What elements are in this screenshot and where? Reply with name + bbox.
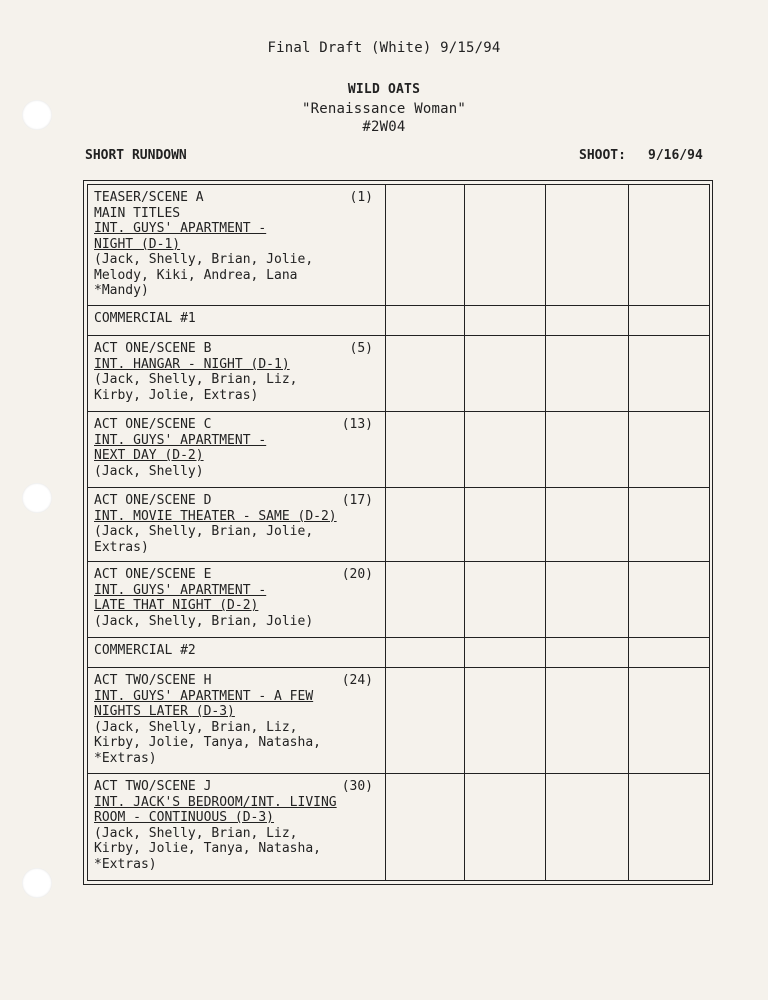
- scene-heading: [94, 493, 379, 509]
- scene-heading: [94, 673, 379, 689]
- shoot-date: 9/16/94: [648, 148, 703, 163]
- scene-row: [88, 185, 710, 306]
- blank-checkbox-cell: [629, 336, 710, 412]
- scene-location: INT. HANGAR - NIGHT (D-1): [94, 356, 290, 372]
- blank-checkbox-cell: [546, 638, 629, 668]
- scene-description-cell: [88, 774, 386, 881]
- scene-cast: (Jack, Shelly, Brian, Jolie, Extras): [94, 524, 314, 555]
- rundown-table: [87, 184, 710, 881]
- scene-row: [88, 336, 710, 412]
- scene-cast: (Jack, Shelly, Brian, Liz, Kirby, Jolie, Tanya, Natasha, *Extras): [94, 825, 321, 872]
- blank-checkbox-cell: [629, 412, 710, 488]
- scene-heading: [94, 567, 379, 583]
- scene-page-number: (20): [341, 567, 373, 582]
- blank-checkbox-cell: [546, 306, 629, 336]
- blank-checkbox-cell: [386, 336, 465, 412]
- blank-checkbox-cell: [629, 638, 710, 668]
- rundown-table-body: [88, 185, 710, 881]
- blank-checkbox-cell: [629, 774, 710, 881]
- scene-description-cell: [88, 336, 386, 412]
- scene-heading: [94, 190, 379, 206]
- episode-number: #2W04: [362, 119, 406, 135]
- blank-checkbox-cell: [465, 638, 546, 668]
- scene-location: INT. GUYS' APARTMENT - NEXT DAY (D-2): [94, 432, 267, 463]
- scene-cast: (Jack, Shelly, Brian, Liz, Kirby, Jolie, Tanya, Natasha, *Extras): [94, 719, 321, 766]
- scene-note: MAIN TITLES: [94, 205, 181, 221]
- scene-cast: (Jack, Shelly, Brian, Liz, Kirby, Jolie, Extras): [94, 372, 298, 403]
- blank-checkbox-cell: [546, 668, 629, 774]
- blank-checkbox-cell: [386, 774, 465, 881]
- blank-checkbox-cell: [629, 185, 710, 306]
- shoot-label: SHOOT:: [579, 148, 626, 163]
- blank-checkbox-cell: [386, 638, 465, 668]
- show-title: WILD OATS: [347, 82, 421, 97]
- blank-checkbox-cell: [386, 562, 465, 638]
- blank-checkbox-cell: [546, 488, 629, 562]
- scene-description-cell: [88, 185, 386, 306]
- scene-heading: [94, 779, 379, 795]
- scene-description-cell: [88, 562, 386, 638]
- blank-checkbox-cell: [465, 774, 546, 881]
- binder-hole-bottom: [22, 868, 52, 898]
- blank-checkbox-cell: [465, 488, 546, 562]
- scene-title: ACT ONE/SCENE B: [94, 341, 212, 356]
- scene-cast: (Jack, Shelly, Brian, Jolie): [94, 613, 314, 629]
- scene-title: ACT ONE/SCENE E: [94, 567, 212, 582]
- scene-location: INT. GUYS' APARTMENT - LATE THAT NIGHT (D-2): [94, 582, 267, 613]
- blank-checkbox-cell: [386, 306, 465, 336]
- binder-hole-middle: [22, 483, 52, 513]
- blank-checkbox-cell: [465, 306, 546, 336]
- commercial-row: [88, 638, 710, 668]
- scene-title: TEASER/SCENE A: [94, 190, 204, 205]
- scene-location: INT. JACK'S BEDROOM/INT. LIVING ROOM - CONTINUOUS (D-3): [94, 794, 337, 825]
- scene-location: INT. GUYS' APARTMENT - NIGHT (D-1): [94, 221, 267, 252]
- scene-heading: [94, 311, 379, 327]
- blank-checkbox-cell: [386, 412, 465, 488]
- blank-checkbox-cell: [386, 185, 465, 306]
- commercial-title: COMMERCIAL #1: [94, 311, 196, 326]
- blank-checkbox-cell: [465, 668, 546, 774]
- blank-checkbox-cell: [629, 668, 710, 774]
- scene-row: [88, 412, 710, 488]
- scene-cast: (Jack, Shelly): [94, 463, 204, 479]
- blank-checkbox-cell: [546, 774, 629, 881]
- blank-checkbox-cell: [465, 562, 546, 638]
- scene-page-number: (13): [341, 417, 373, 432]
- blank-checkbox-cell: [386, 488, 465, 562]
- scene-heading: [94, 341, 379, 357]
- blank-checkbox-cell: [465, 412, 546, 488]
- blank-checkbox-cell: [546, 412, 629, 488]
- scene-cast: (Jack, Shelly, Brian, Jolie, Melody, Kiki, Andrea, Lana *Mandy): [94, 252, 314, 298]
- scene-description-cell: [88, 638, 386, 668]
- scene-description-cell: [88, 412, 386, 488]
- scene-description-cell: [88, 668, 386, 774]
- scene-page-number: (17): [341, 493, 373, 508]
- draft-line: Final Draft (White) 9/15/94: [267, 40, 501, 56]
- rundown-table-frame: [83, 180, 713, 885]
- scene-title: ACT TWO/SCENE H: [94, 673, 212, 688]
- blank-checkbox-cell: [386, 668, 465, 774]
- scene-description-cell: [88, 488, 386, 562]
- scene-page-number: (1): [349, 190, 373, 205]
- scene-row: [88, 488, 710, 562]
- blank-checkbox-cell: [629, 306, 710, 336]
- scene-title: ACT ONE/SCENE C: [94, 417, 212, 432]
- scene-description-cell: [88, 306, 386, 336]
- blank-checkbox-cell: [629, 562, 710, 638]
- scene-row: [88, 774, 710, 881]
- scene-page-number: (30): [341, 779, 373, 794]
- scene-heading: [94, 417, 379, 433]
- episode-title: "Renaissance Woman": [302, 101, 466, 117]
- commercial-title: COMMERCIAL #2: [94, 643, 196, 658]
- commercial-row: [88, 306, 710, 336]
- scene-title: ACT TWO/SCENE J: [94, 779, 212, 794]
- scene-heading: [94, 643, 379, 659]
- blank-checkbox-cell: [629, 488, 710, 562]
- rundown-label: SHORT RUNDOWN: [85, 148, 187, 163]
- blank-checkbox-cell: [546, 185, 629, 306]
- blank-checkbox-cell: [546, 336, 629, 412]
- scene-location: INT. GUYS' APARTMENT - A FEW NIGHTS LATER (D-3): [94, 688, 314, 719]
- blank-checkbox-cell: [465, 185, 546, 306]
- blank-checkbox-cell: [465, 336, 546, 412]
- scene-row: [88, 562, 710, 638]
- scene-page-number: (24): [341, 673, 373, 688]
- scene-location: INT. MOVIE THEATER - SAME (D-2): [94, 508, 337, 524]
- scene-title: ACT ONE/SCENE D: [94, 493, 212, 508]
- blank-checkbox-cell: [546, 562, 629, 638]
- scene-page-number: (5): [349, 341, 373, 356]
- scene-row: [88, 668, 710, 774]
